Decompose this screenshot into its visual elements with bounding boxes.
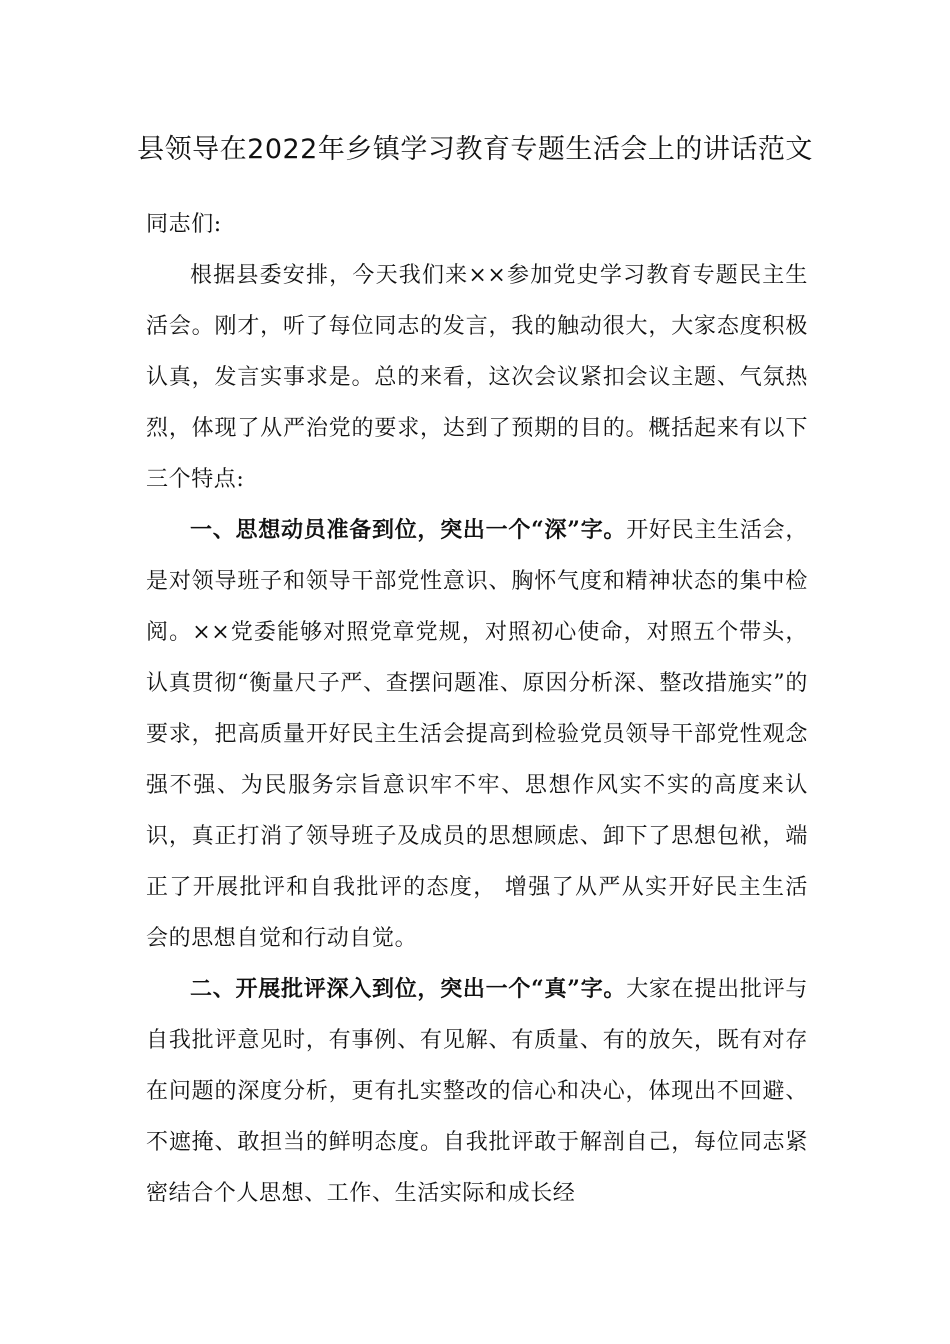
paragraph-point-two [146, 964, 808, 1219]
paragraph-intro-text: 根据县委安排，今天我们来××参加党史学习教育专题民主生活会。刚才，听了每位同志的发言，我的触动很大，大家态度积极认真，发言实事求是。总的来看，这次会议紧扣会议主题、气氛热烈，体现了从严治党的要求，达到了预期的目的。概括起来有以下三个特点: [146, 263, 808, 492]
paragraph-point-one-heading: 一、思想动员准备到位，突出一个“深”字。 [190, 517, 627, 543]
salutation: 同志们: [146, 212, 222, 237]
paragraph-point-two-text: 大家在提出批评与自我批评意见时，有事例、有见解、有质量、有的放矢，既有对存在问题的深度分析，更有扎实整改的信心和决心，体现出不回避、不遮掩、敢担当的鲜明态度。自我批评敢于解剖自己，每位同志紧密结合个人思想、工作、生活实际和成长经 [146, 977, 808, 1206]
paragraph-point-one [146, 505, 808, 964]
paragraph-point-two-heading: 二、开展批评深入到位，突出一个“真”字。 [190, 976, 627, 1002]
paragraph-point-one-text: 开好民主生活会，是对领导班子和领导干部党性意识、胸怀气度和精神状态的集中检阅。××党委能够对照党章党规，对照初心使命，对照五个带头，认真贯彻“衡量尺子严、查摆问题准、原因分析深、整改措施实”的要求，把高质量开好民主生活会提高到检验党员领导干部党性观念强不强、为民服务宗旨意识牢不牢、思想作风实不实的高度来认识，真正打消了领导班子及成员的思想顾虑、卸下了思想包袱，端正了开展批评和自我批评的态度， 增强了从严从实开好民主生活会的思想自觉和行动自觉。 [146, 518, 808, 951]
document-body [146, 199, 808, 1219]
paragraph-intro [146, 250, 808, 505]
document-title: 县领导在2022年乡镇学习教育专题生活会上的讲话范文 [137, 134, 813, 165]
